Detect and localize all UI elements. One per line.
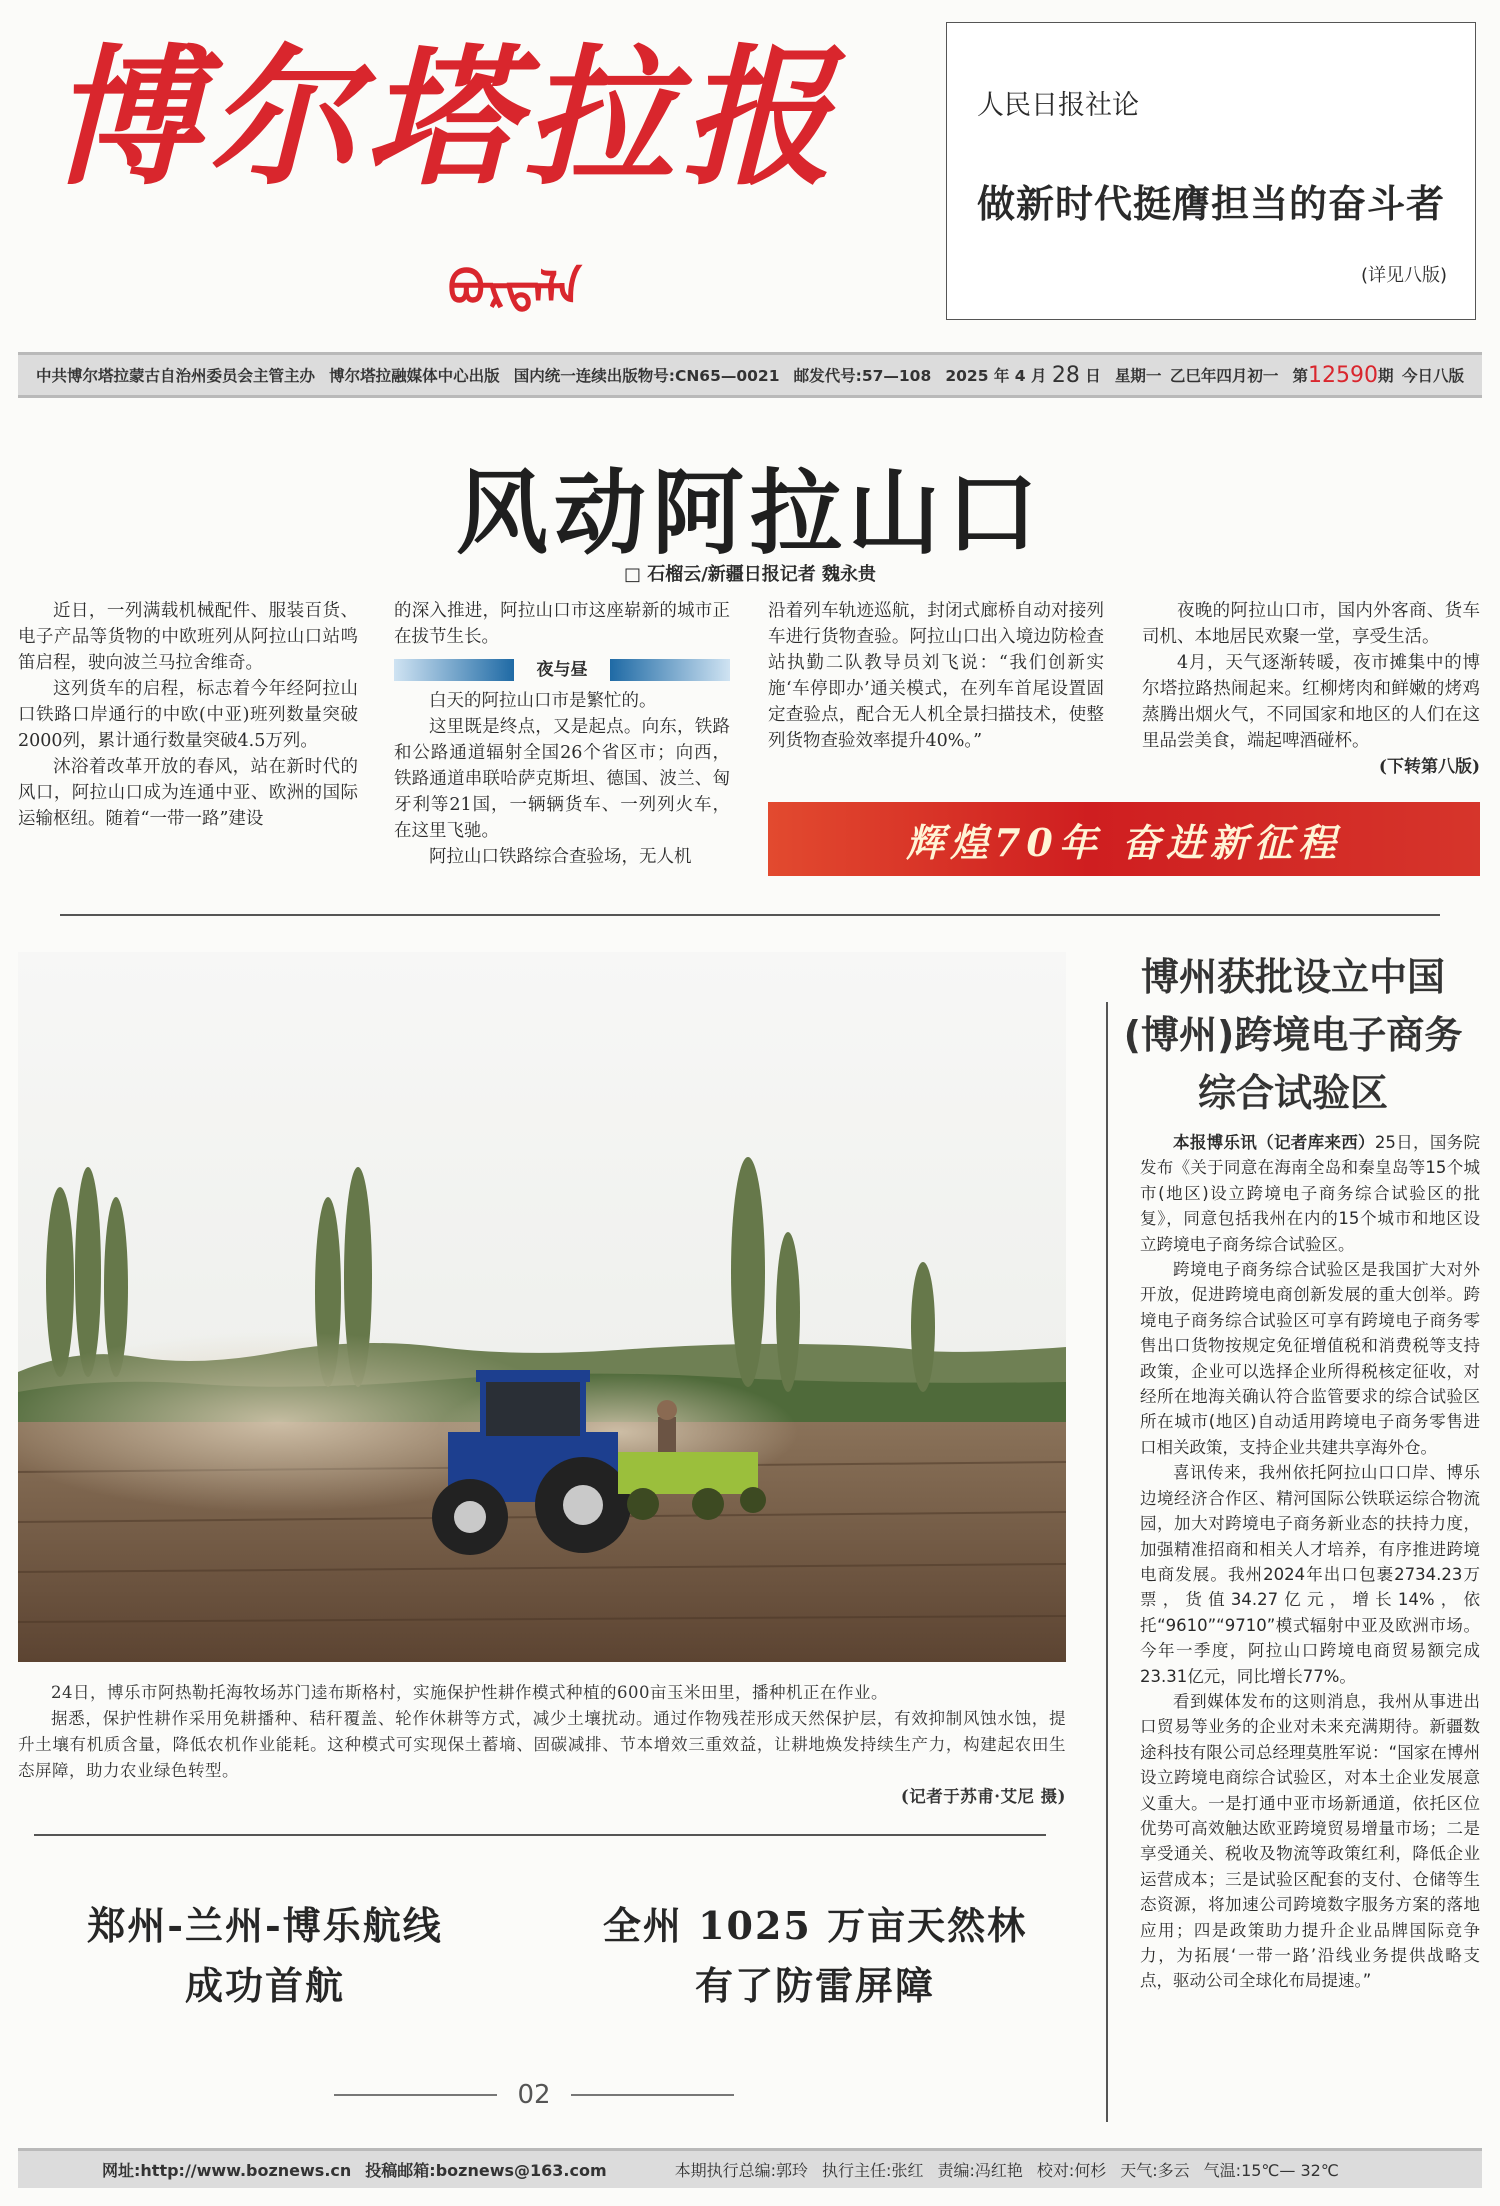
- dateline: 本报博乐讯（记者库来西）: [1173, 1133, 1375, 1152]
- lead-headline[interactable]: 风动阿拉山口: [455, 459, 1044, 567]
- lead-byline: □ 石榴云/新疆日报记者 魏永贵: [623, 564, 877, 585]
- lead-column-3: [768, 598, 1104, 754]
- photo-credit: (记者于苏甫·艾尼 摄): [900, 1787, 1066, 1806]
- headline-line: 有了防雷屏障: [694, 1963, 935, 2008]
- caption-line: 24日，博乐市阿热勒托海牧场苏门逵布斯格村，实施保护性耕作模式种植的600亩玉米田里，播种机正在作业。: [51, 1683, 888, 1702]
- exec-director: 执行主任:张红: [822, 2161, 924, 2180]
- paragraph: 沿着列车轨迹巡航，封闭式廊桥自动对接列车进行货物查验。阿拉山口出入境边防检查站执勤二队教导员刘飞说：“我们创新实施‘车停即办’通关模式，在列车首尾设置固定查验点，配合无人机全景扫描技术，使整列货物查验效率提升40%。”: [768, 601, 1104, 751]
- section-subhead: 夜与昼: [394, 656, 730, 684]
- paragraph: 这列货车的启程，标志着今年经阿拉山口铁路口岸通行的中欧(中亚)班列数量突破2000列，累计通行数量突破4.5万列。: [18, 679, 358, 751]
- issue-number: 12590: [1308, 362, 1379, 388]
- paragraph: 沐浴着改革开放的春风，站在新时代的风口，阿拉山口成为连通中亚、欧洲的国际运输枢纽。随着“一带一路”建设: [18, 757, 358, 829]
- photo-caption: [18, 1680, 1066, 1810]
- headline-line: 成功首航: [184, 1963, 345, 2008]
- headline-line: (博州)跨境电子商务: [1123, 1013, 1463, 1057]
- headline-line: 综合试验区: [1197, 1071, 1388, 1115]
- footer-bar: [18, 2148, 1482, 2188]
- lead-column-2: [394, 598, 730, 870]
- paragraph: 白天的阿拉山口市是繁忙的。: [429, 691, 657, 711]
- publication-info-bar: [18, 352, 1482, 398]
- caption-line: 据悉，保护性耕作采用免耕播种、秸秆覆盖、轮作休耕等方式，减少土壤扰动。通过作物残茬形成天然保护层，有效抑制风蚀水蚀，提升土壤有机质含量，降低农机作业能耗。这种模式可实现保土蓄墒、固碳减排、节本增效三重效益，让耕地焕发持续生产力，构建起农田生态屏障，助力农业绿色转型。: [18, 1709, 1066, 1780]
- side-article-headline[interactable]: [1106, 948, 1480, 1122]
- divider: [334, 2094, 497, 2096]
- continued-notice[interactable]: (下转第八版): [1378, 757, 1480, 777]
- divider: [571, 2094, 734, 2096]
- section-divider: [60, 914, 1440, 916]
- editorial-note: (详见八版): [1360, 265, 1447, 286]
- paragraph: 阿拉山口铁路综合查验场，无人机: [429, 847, 692, 867]
- date-year-month: 2025 年 4 月: [945, 367, 1047, 385]
- issue-prefix: 第: [1292, 367, 1309, 385]
- date-day: 28: [1051, 362, 1080, 388]
- headline-line: 郑州-兰州-博乐航线: [87, 1903, 443, 1948]
- sponsor: 中共博尔塔拉蒙古自治州委员会主管主办: [36, 367, 316, 385]
- masthead-mongolian: ᠪᠣᠷᠲᠠᠯᠠ: [448, 261, 582, 315]
- paragraph: 看到媒体发布的这则消息，我州从事进出口贸易等业务的企业对未来充满期待。新疆数途科技有限公司总经理莫胜军说：“国家在博州设立跨境电商综合试验区，对本土企业发展意义重大。一是打通中亚市场新通道，依托区位优势可高效触达欧亚跨境贸易增量市场；二是享受通关、税收及物流等政策红利，降低企业运营成本；三是试验区配套的支付、仓储等生态资源，将加速公司跨境数字服务方案的落地应用；四是政策助力提升企业品牌国际竞争力，为拓展‘一带一路’沿线业务提供战略支点，驱动公司全球化布局提速。”: [1140, 1691, 1480, 1991]
- page-count: 今日八版: [1402, 367, 1465, 385]
- farm-photo: [18, 952, 1066, 1662]
- paragraph: 近日，一列满载机械配件、服装百货、电子产品等货物的中欧班列从阿拉山口站鸣笛启程，驶向波兰马拉舍维奇。: [18, 601, 358, 673]
- page-number: 02: [517, 2080, 551, 2110]
- masthead-title: 博尔塔拉报: [50, 30, 841, 206]
- paragraph: 25日，国务院发布《关于同意在海南全岛和秦皇岛等15个城市(地区)设立跨境电子商务综合试验区的批复》，同意包括我州在内的15个城市和地区设立跨境电子商务综合试验区。: [1140, 1133, 1481, 1254]
- date-day-suffix: 日: [1085, 367, 1101, 385]
- headline-line: 全州 1025 万亩天然林: [602, 1903, 1028, 1948]
- weekday: 星期一: [1114, 367, 1162, 385]
- side-article-body: [1140, 1130, 1480, 1994]
- paragraph: 夜晚的阿拉山口市，国内外客商、货车司机、本地居民欢聚一堂，享受生活。: [1142, 601, 1480, 647]
- weather: 天气:多云: [1120, 2161, 1190, 2180]
- chief-editor: 本期执行总编:郭玲: [674, 2161, 809, 2180]
- headline-flight-route[interactable]: [40, 1896, 490, 2016]
- lead-column-1: [18, 598, 358, 832]
- paragraph: 这里既是终点，又是起点。向东，铁路和公路通道辐射全国26个省区市；向西，铁路通道串联哈萨克斯坦、德国、波兰、匈牙利等21国，一辆辆货车、一列列火车，在这里飞驰。: [394, 717, 730, 841]
- proofreader: 校对:何杉: [1036, 2161, 1107, 2180]
- anniversary-banner: 辉煌70年 奋进新征程: [768, 802, 1480, 876]
- paragraph: 的深入推进，阿拉山口市这座崭新的城市正在拔节生长。: [394, 601, 730, 647]
- lead-column-4: [1142, 598, 1480, 780]
- editorial-label: 人民日报社论: [977, 90, 1139, 121]
- headline-line: 博州获批设立中国: [1140, 955, 1445, 999]
- cn-number: 国内统一连续出版物号:CN65—0021: [513, 367, 780, 385]
- paragraph: 跨境电子商务综合试验区是我国扩大对外开放，促进跨境电商创新发展的重大创举。跨境电子商务综合试验区可享有跨境电子商务零售出口货物按规定免征增值税和消费税等支持政策，企业可以选择企业所得税核定征收，对经所在地海关确认符合监管要求的综合试验区所在城市(地区)自动适用跨境电子商务零售进口相关政策，支持企业共建共享海外仓。: [1140, 1260, 1480, 1457]
- editor: 责编:冯红艳: [937, 2161, 1023, 2180]
- editorial-title[interactable]: 做新时代挺膺担当的奋斗者: [977, 181, 1446, 226]
- page-number-marker: [334, 2080, 734, 2110]
- email-link[interactable]: 投稿邮箱:boznews@163.com: [365, 2161, 607, 2180]
- issue-suffix: 期: [1378, 367, 1394, 385]
- paragraph: 4月，天气逐渐转暖，夜市摊集中的博尔塔拉路热闹起来。红柳烤肉和鲜嫩的烤鸡蒸腾出烟火气，不同国家和地区的人们在这里品尝美食，端起啤酒碰杯。: [1142, 653, 1480, 751]
- section-divider: [34, 1834, 1046, 1836]
- temperature: 气温:15℃— 32℃: [1203, 2161, 1339, 2180]
- postal-code: 邮发代号:57—108: [793, 367, 932, 385]
- headline-forest-lightning[interactable]: [590, 1896, 1040, 2016]
- editorial-box[interactable]: [946, 22, 1476, 320]
- column-divider: [1106, 1002, 1108, 2122]
- lunar-date: 乙巳年四月初一: [1169, 367, 1279, 385]
- website-link[interactable]: 网址:http://www.boznews.cn: [102, 2161, 352, 2180]
- publisher: 博尔塔拉融媒体中心出版: [329, 367, 500, 385]
- paragraph: 喜讯传来，我州依托阿拉山口口岸、博乐边境经济合作区、精河国际公铁联运综合物流园，加大对跨境电子商务新业态的扶持力度，加强精准招商和相关人才培养，有序推进跨境电商发展。我州2024年出口包裹2734.23万票，货值34.27亿元，增长14%，依托“9610”“9710”模式辐射中亚及欧洲市场。今年一季度，阿拉山口跨境电商贸易额完成23.31亿元，同比增长77%。: [1140, 1463, 1480, 1686]
